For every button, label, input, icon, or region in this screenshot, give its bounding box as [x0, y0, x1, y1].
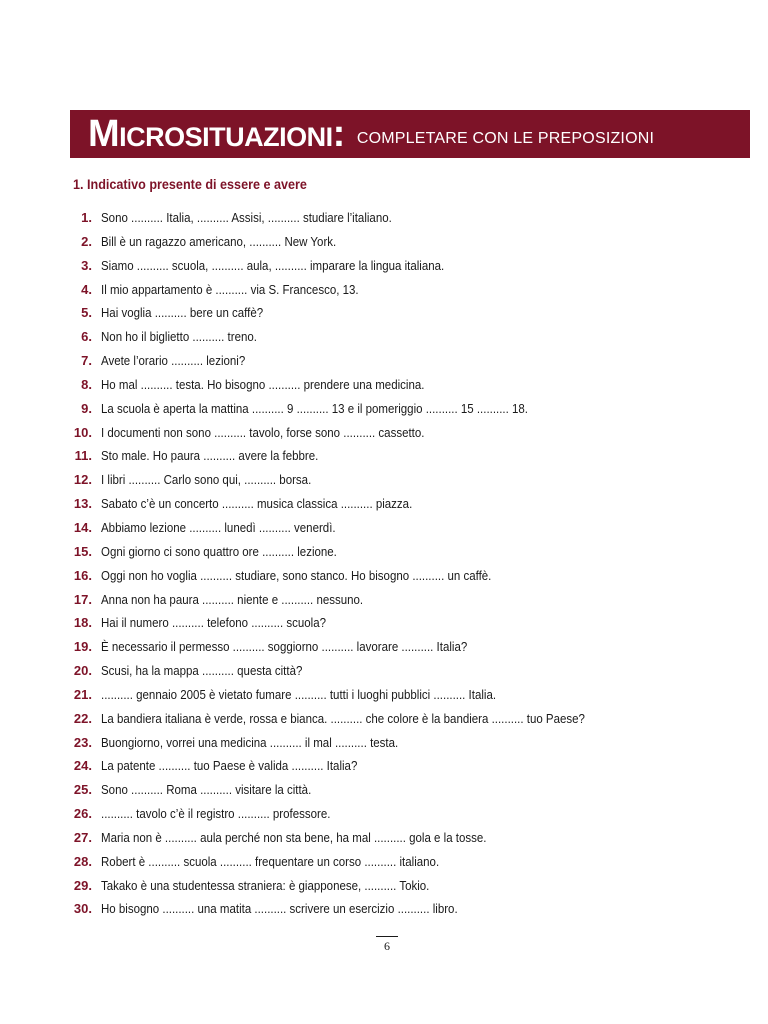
exercise-number: 7. [81, 353, 92, 369]
exercise-sentence: Il mio appartamento è .......... via S. Francesco, 13. [101, 282, 359, 297]
exercise-number: 4. [81, 281, 92, 297]
exercise-number: 18. [73, 615, 92, 631]
page-subtitle: COMPLETARE CON LE PREPOSIZIONI [356, 130, 655, 147]
exercise-sentence: Bill è un ragazzo americano, .......... New York. [101, 234, 337, 249]
exercise-item [60, 663, 750, 687]
exercise-sentence: Sono .......... Roma .......... visitare la città. [101, 783, 312, 798]
exercise-sentence: Non ho il biglietto .......... treno. [101, 330, 257, 345]
exercise-number: 6. [81, 329, 92, 345]
exercise-item [60, 305, 750, 329]
exercise-number: 27. [73, 829, 92, 845]
exercise-sentence: Anna non ha paura .......... niente e .......... nessuno. [101, 592, 364, 607]
exercise-number: 21. [73, 686, 92, 702]
exercise-sentence: Sabato c’è un concerto .......... musica classica .......... piazza. [101, 497, 413, 512]
exercise-sentence: La scuola è aperta la mattina .......... 9 .......... 13 e il pomeriggio .......... 15 .......... 18. [101, 401, 528, 416]
page-number-rule [376, 936, 398, 937]
exercise-number: 26. [73, 806, 92, 822]
exercise-number: 29. [73, 877, 92, 893]
exercise-number: 13. [73, 496, 92, 512]
exercise-item [60, 425, 750, 449]
exercise-item [60, 377, 750, 401]
exercise-sentence: Buongiorno, vorrei una medicina .......... il mal .......... testa. [101, 735, 399, 750]
exercise-sentence: Abbiamo lezione .......... lunedì .......... venerdì. [101, 520, 336, 535]
exercise-item [60, 282, 750, 306]
exercise-item [60, 615, 750, 639]
exercise-sentence: Oggi non ho voglia .......... studiare, sono stanco. Ho bisogno .......... un caffè. [101, 568, 492, 583]
section-heading: 1. Indicativo presente di essere e avere [73, 176, 307, 192]
exercise-sentence: Robert è .......... scuola .......... frequentare un corso .......... italiano. [101, 854, 440, 869]
exercise-item [60, 329, 750, 353]
exercise-sentence: Takako è una studentessa straniera: è giapponese, .......... Tokio. [101, 878, 430, 893]
exercise-item [60, 520, 750, 544]
exercise-number: 23. [73, 734, 92, 750]
exercise-sentence: Sto male. Ho paura .......... avere la febbre. [101, 449, 319, 464]
exercise-item [60, 782, 750, 806]
exercise-item [60, 878, 750, 902]
exercise-sentence: Avete l’orario .......... lezioni? [101, 354, 246, 369]
exercise-sentence: I libri .......... Carlo sono qui, .......... borsa. [101, 473, 312, 488]
exercise-sentence: La bandiera italiana è verde, rossa e bianca. .......... che colore è la bandiera .......... tuo Paese? [101, 711, 585, 726]
exercise-sentence: Ho mal .......... testa. Ho bisogno .......... prendere una medicina. [101, 377, 425, 392]
exercise-item [60, 687, 750, 711]
exercise-sentence: La patente .......... tuo Paese è valida .......... Italia? [101, 759, 358, 774]
exercise-sentence: Scusi, ha la mappa .......... questa città? [101, 664, 303, 679]
exercise-item [60, 592, 750, 616]
exercise-list [60, 210, 750, 925]
exercise-number: 15. [73, 543, 92, 559]
exercise-sentence: .......... tavolo c’è il registro .......... professore. [101, 807, 331, 822]
exercise-item [60, 353, 750, 377]
exercise-number: 24. [73, 758, 92, 774]
exercise-sentence: .......... gennaio 2005 è vietato fumare .......... tutti i luoghi pubblici .......... Italia. [101, 687, 497, 702]
exercise-item [60, 735, 750, 759]
exercise-item [60, 711, 750, 735]
exercise-number: 10. [73, 424, 92, 440]
exercise-sentence: Siamo .......... scuola, .......... aula, .......... imparare la lingua italiana. [101, 258, 445, 273]
exercise-item [60, 496, 750, 520]
exercise-number: 8. [81, 376, 92, 392]
exercise-sentence: Sono .......... Italia, .......... Assisi, .......... studiare l’italiano. [101, 211, 392, 225]
exercise-number: 20. [73, 663, 92, 679]
exercise-item [60, 234, 750, 258]
exercise-item [60, 901, 750, 925]
exercise-item [60, 830, 750, 854]
exercise-number: 9. [81, 400, 92, 416]
exercise-number: 3. [81, 257, 92, 273]
exercise-item [60, 854, 750, 878]
exercise-item [60, 448, 750, 472]
exercise-number: 12. [73, 472, 92, 488]
exercise-sentence: È necessario il permesso .......... soggiorno .......... lavorare .......... Italia? [101, 640, 468, 655]
exercise-item [60, 806, 750, 830]
exercise-sentence: Hai il numero .......... telefono .......... scuola? [101, 616, 326, 631]
exercise-item [60, 568, 750, 592]
exercise-item [60, 544, 750, 568]
exercise-item [60, 472, 750, 496]
exercise-item [60, 258, 750, 282]
exercise-item [60, 401, 750, 425]
exercise-number: 2. [81, 233, 92, 249]
exercise-number: 16. [73, 567, 92, 583]
exercise-number: 17. [73, 591, 92, 607]
exercise-sentence: Hai voglia .......... bere un caffè? [101, 306, 264, 321]
exercise-number: 5. [81, 305, 92, 321]
exercise-sentence: Maria non è .......... aula perché non sta bene, ha mal .......... gola e la tosse. [101, 830, 487, 845]
exercise-number: 1. [81, 210, 92, 225]
exercise-item [60, 639, 750, 663]
exercise-sentence: Ho bisogno .......... una matita .......... scrivere un esercizio .......... libro. [101, 902, 458, 917]
exercise-number: 11. [74, 448, 92, 464]
exercise-number: 22. [73, 710, 92, 726]
exercise-number: 25. [73, 782, 92, 798]
title-banner [70, 110, 750, 158]
exercise-number: 30. [73, 901, 92, 917]
exercise-number: 28. [73, 853, 92, 869]
page-number: 6 [384, 939, 390, 953]
exercise-item [60, 758, 750, 782]
exercise-sentence: I documenti non sono .......... tavolo, forse sono .......... cassetto. [101, 425, 425, 440]
exercise-number: 19. [73, 639, 92, 655]
exercise-number: 14. [73, 519, 92, 535]
exercise-sentence: Ogni giorno ci sono quattro ore .......... lezione. [101, 544, 337, 559]
page-title: Microsituazioni: [88, 113, 345, 155]
exercise-item [60, 210, 750, 234]
